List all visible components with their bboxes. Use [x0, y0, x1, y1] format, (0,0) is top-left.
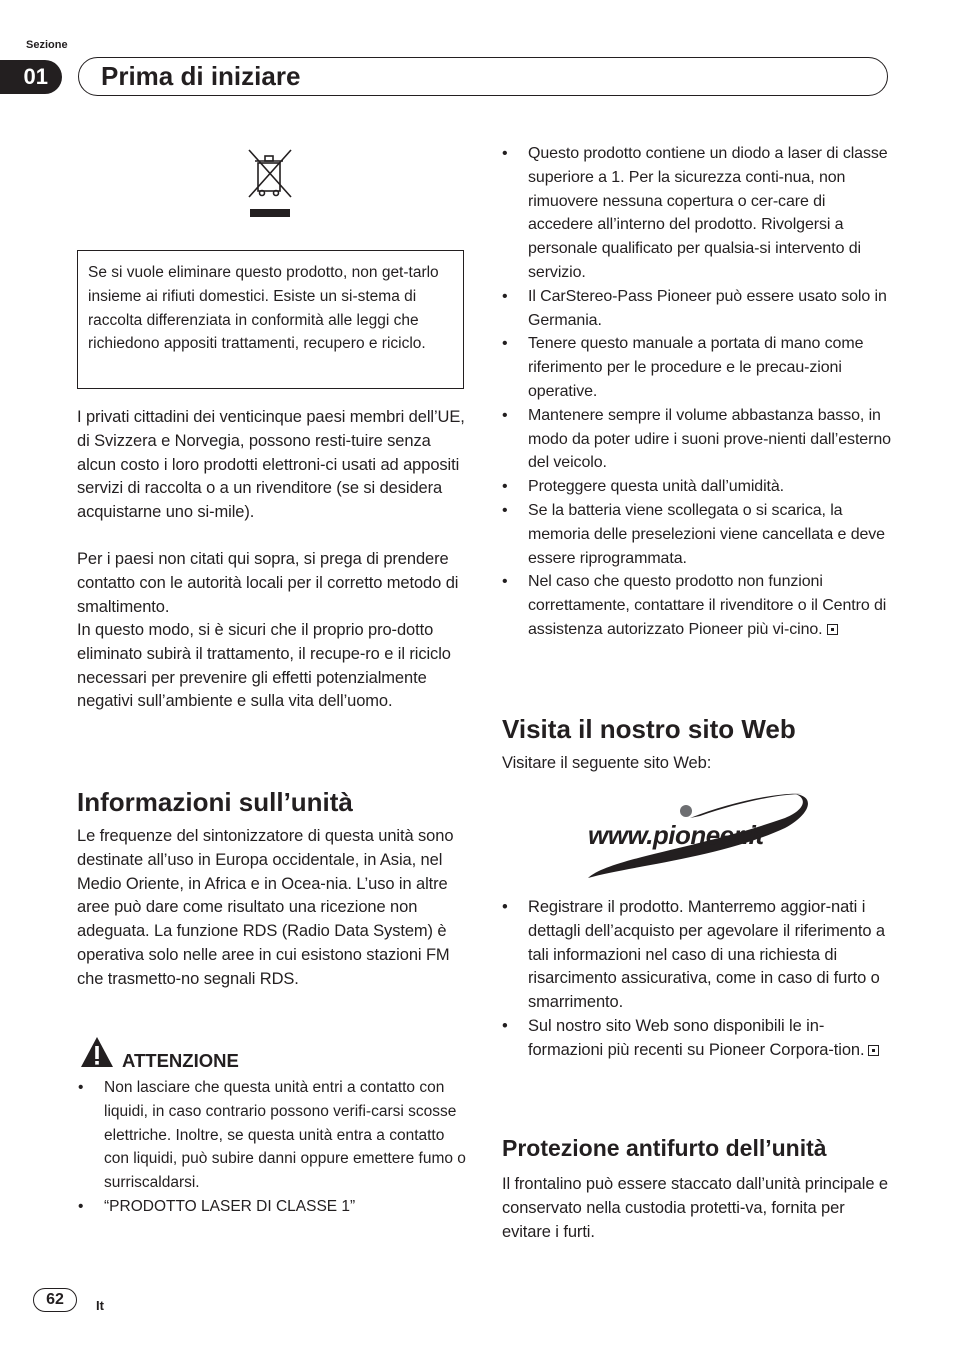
disposal-notice-text: Se si vuole eliminare questo prodotto, non get-tarlo insieme ai rifiuti domestici. Esiste un si-stema di raccolta differenziata in conformità alle leggi che richiedono appositi trattamenti, recupero e riciclo. [88, 264, 439, 353]
list-item-text: Sul nostro sito Web sono disponibili le in-formazioni più recenti su Pioneer Corpora-tion. [528, 1016, 865, 1059]
end-mark-icon [868, 1045, 879, 1056]
antitheft-heading: Protezione antifurto dell’unità [502, 1135, 827, 1161]
warning-triangle-icon [80, 1036, 114, 1068]
list-item-text: Nel caso che questo prodotto non funzioni correttamente, contattare il rivenditore o il Centro di assistenza autorizzato Pioneer più vi-cino. [528, 573, 887, 638]
list-item [502, 1015, 892, 1063]
list-item: • Se la batteria viene scollegata o si scarica, la memoria delle preselezioni viene cancellata e deve essere riprogrammata. [502, 499, 892, 570]
list-item: • Registrare il prodotto. Manterremo aggior-nati i dettagli dell’acquisto per agevolare il riferimento a tali informazioni nel caso di una richiesta di risarcimento assicurativa, come in caso di furto o smarrimento. [502, 896, 892, 1015]
caution-item: • Non lasciare che questa unità entri a contatto con liquidi, in caso contrario possono verifi-carsi scosse elettriche. Inoltre, se questa unità entra a contatto con liquidi, può subire danni oppure emettere fumo o surriscaldarsi. [78, 1076, 468, 1195]
website-url: www.pioneer.it [588, 820, 764, 850]
pioneer-website-logo[interactable] [580, 788, 810, 883]
section-label: Sezione [26, 39, 68, 51]
info-text: Le frequenze del sintonizzatore di questa unità sono destinate all’uso in Europa occidentale, in Asia, nel Medio Oriente, in Africa e in Ocea-nia. L’uso in altre aree può dare come risultato una ricezione non adeguata. La funzione RDS (Radio Data System) è operativa solo nelle aree in cui esistono stazioni FM che trasmetto-no segnali RDS. [77, 827, 454, 988]
web-intro: Visitare il seguente sito Web: [502, 754, 712, 772]
chapter-title: Prima di iniziare [101, 61, 301, 91]
list-item: • Proteggere questa unità dall’umidità. [502, 475, 892, 499]
caution-heading: ATTENZIONE [122, 1050, 239, 1071]
caution-item: • “PRODOTTO LASER DI CLASSE 1” [78, 1195, 468, 1219]
list-item: • Mantenere sempre il volume abbastanza basso, in modo da poter udire i suoni prove-nienti dall’esterno del veicolo. [502, 404, 892, 475]
list-item: • Tenere questo manuale a portata di mano come riferimento per le procedure e le precau-zioni operative. [502, 332, 892, 403]
caution-list [78, 1076, 468, 1219]
page-number: 62 [33, 1288, 77, 1312]
info-heading: Informazioni sull’unità [77, 787, 353, 817]
disposal-paragraph-1: I privati cittadini dei venticinque paesi membri dell’UE, di Svizzera e Norvegia, possono resti-tuire senza alcun costo i loro prodotti elettroni-ci usati ad appositi servizi di raccolta o a un rivenditore (se si desidera acquistarne uno si-mile). [77, 408, 465, 522]
disposal-paragraph-3: In questo modo, si è sicuri che il proprio pro-dotto eliminato subirà il trattamento, il recupe-ro e il riciclo necessari per prevenire gli effetti potenzialmente negativi sull’ambiente e sulla vita dell’uomo. [77, 621, 451, 711]
crossed-out-bin-icon [246, 147, 294, 219]
language-code: It [96, 1298, 104, 1313]
list-item: • Questo prodotto contiene un diodo a laser di classe superiore a 1. Per la sicurezza conti-nua, non rimuovere nessuna copertura o cer-care di accedere all’interno del prodotto. Rivolgersi a personale qualificato per qualsia-si intervento di servizio. [502, 142, 892, 285]
list-item: • Il CarStereo-Pass Pioneer può essere usato solo in Germania. [502, 285, 892, 333]
list-item [502, 570, 892, 641]
web-list [502, 896, 892, 1063]
precautions-list [502, 142, 892, 642]
web-heading: Visita il nostro sito Web [502, 714, 796, 744]
end-mark-icon [827, 624, 838, 635]
disposal-paragraph-2: Per i paesi non citati qui sopra, si prega di prendere contatto con le autorità locali per il corretto metodo di smaltimento. [77, 550, 459, 616]
section-number-badge: 01 [0, 60, 62, 94]
antitheft-text: Il frontalino può essere staccato dall’unità principale e conservato nella custodia protetti-va, fornita per evitare i furti. [502, 1175, 888, 1241]
